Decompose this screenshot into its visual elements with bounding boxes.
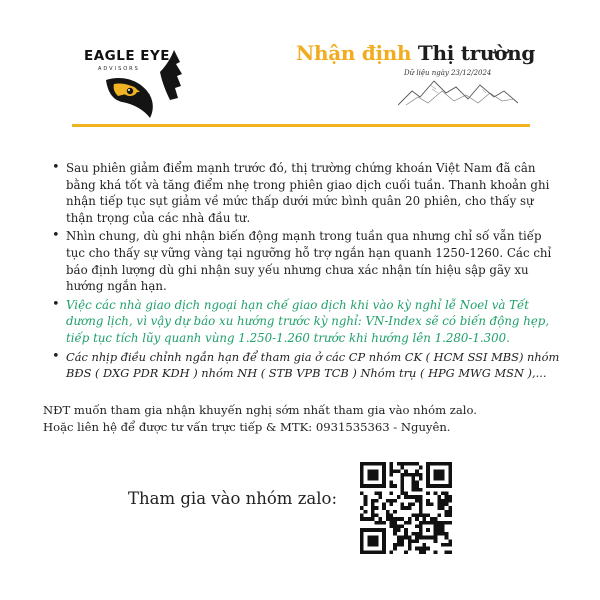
- contact-line-1: NĐT muốn tham gia nhận khuyến nghị sớm nhất tham gia vào nhóm zalo.: [43, 403, 477, 417]
- date-note: Dữ liệu ngày 23/12/2024: [404, 69, 492, 77]
- list-item: • Sau phiên giảm điểm mạnh trước đó, thị trường chứng khoán Việt Nam đã cân bằng khá tốt và tăng điểm nhẹ trong phiên giao dịch cuối tuần. Thanh khoản ghi nhận tiếp tục sụt giảm về mức thấp dưới mức bình quân 20 phiên, cho thấy sự thận trọng của các nhà đầu tư.: [52, 160, 562, 226]
- zalo-label: Tham gia vào nhóm zalo:: [128, 489, 337, 508]
- list-item: • Nhìn chung, dù ghi nhận biến động mạnh trong tuần qua nhưng chỉ số vẫn tiếp tục cho thấy sự vững vàng tại ngưỡng hỗ trợ ngắn hạn quanh 1250-1260. Các chỉ báo định lượng dù ghi nhận suy yếu nhưng chưa xác nhận tín hiệu sập gãy xu hướng ngắn hạn.: [52, 228, 562, 294]
- title-part1: Nhận định: [296, 41, 412, 65]
- contact-line-2: Hoặc liên hệ để được tư vấn trực tiếp & MTK: 0931535363 - Nguyên.: [43, 420, 451, 434]
- eagle-eye-logo: [84, 42, 184, 122]
- logo-name: EAGLE EYE: [84, 48, 170, 64]
- logo-subtitle: ADVISORS: [98, 66, 140, 72]
- analysis-list: [52, 160, 562, 384]
- list-item: • Các nhịp điều chỉnh ngắn hạn để tham gia ở các CP nhóm CK ( HCM SSI MBS) nhóm BĐS ( DXG PDR KDH ) nhóm NH ( STB VPB TCB ) Nhóm trụ ( HPG MWG MSN ),...: [52, 349, 562, 382]
- wing-icon: [144, 48, 184, 114]
- mountain-icon: [398, 77, 518, 107]
- list-item-highlight: • Việc các nhà giao dịch ngoại hạn chế giao dịch khi vào kỳ nghỉ lễ Noel và Tết dương lịch, vì vậy dự báo xu hướng trước kỳ nghỉ: VN-Index sẽ có biến động hẹp, tiếp tục tích lũy quanh vùng 1.250-1.260 trước khi hướng lên 1.280-1.300.: [52, 297, 562, 347]
- page-title: [296, 41, 535, 65]
- zalo-qr-code[interactable]: [360, 462, 452, 554]
- header: [0, 0, 600, 128]
- header-divider: [72, 124, 530, 127]
- contact-block: [43, 402, 573, 436]
- title-part2: Thị trường: [417, 41, 536, 65]
